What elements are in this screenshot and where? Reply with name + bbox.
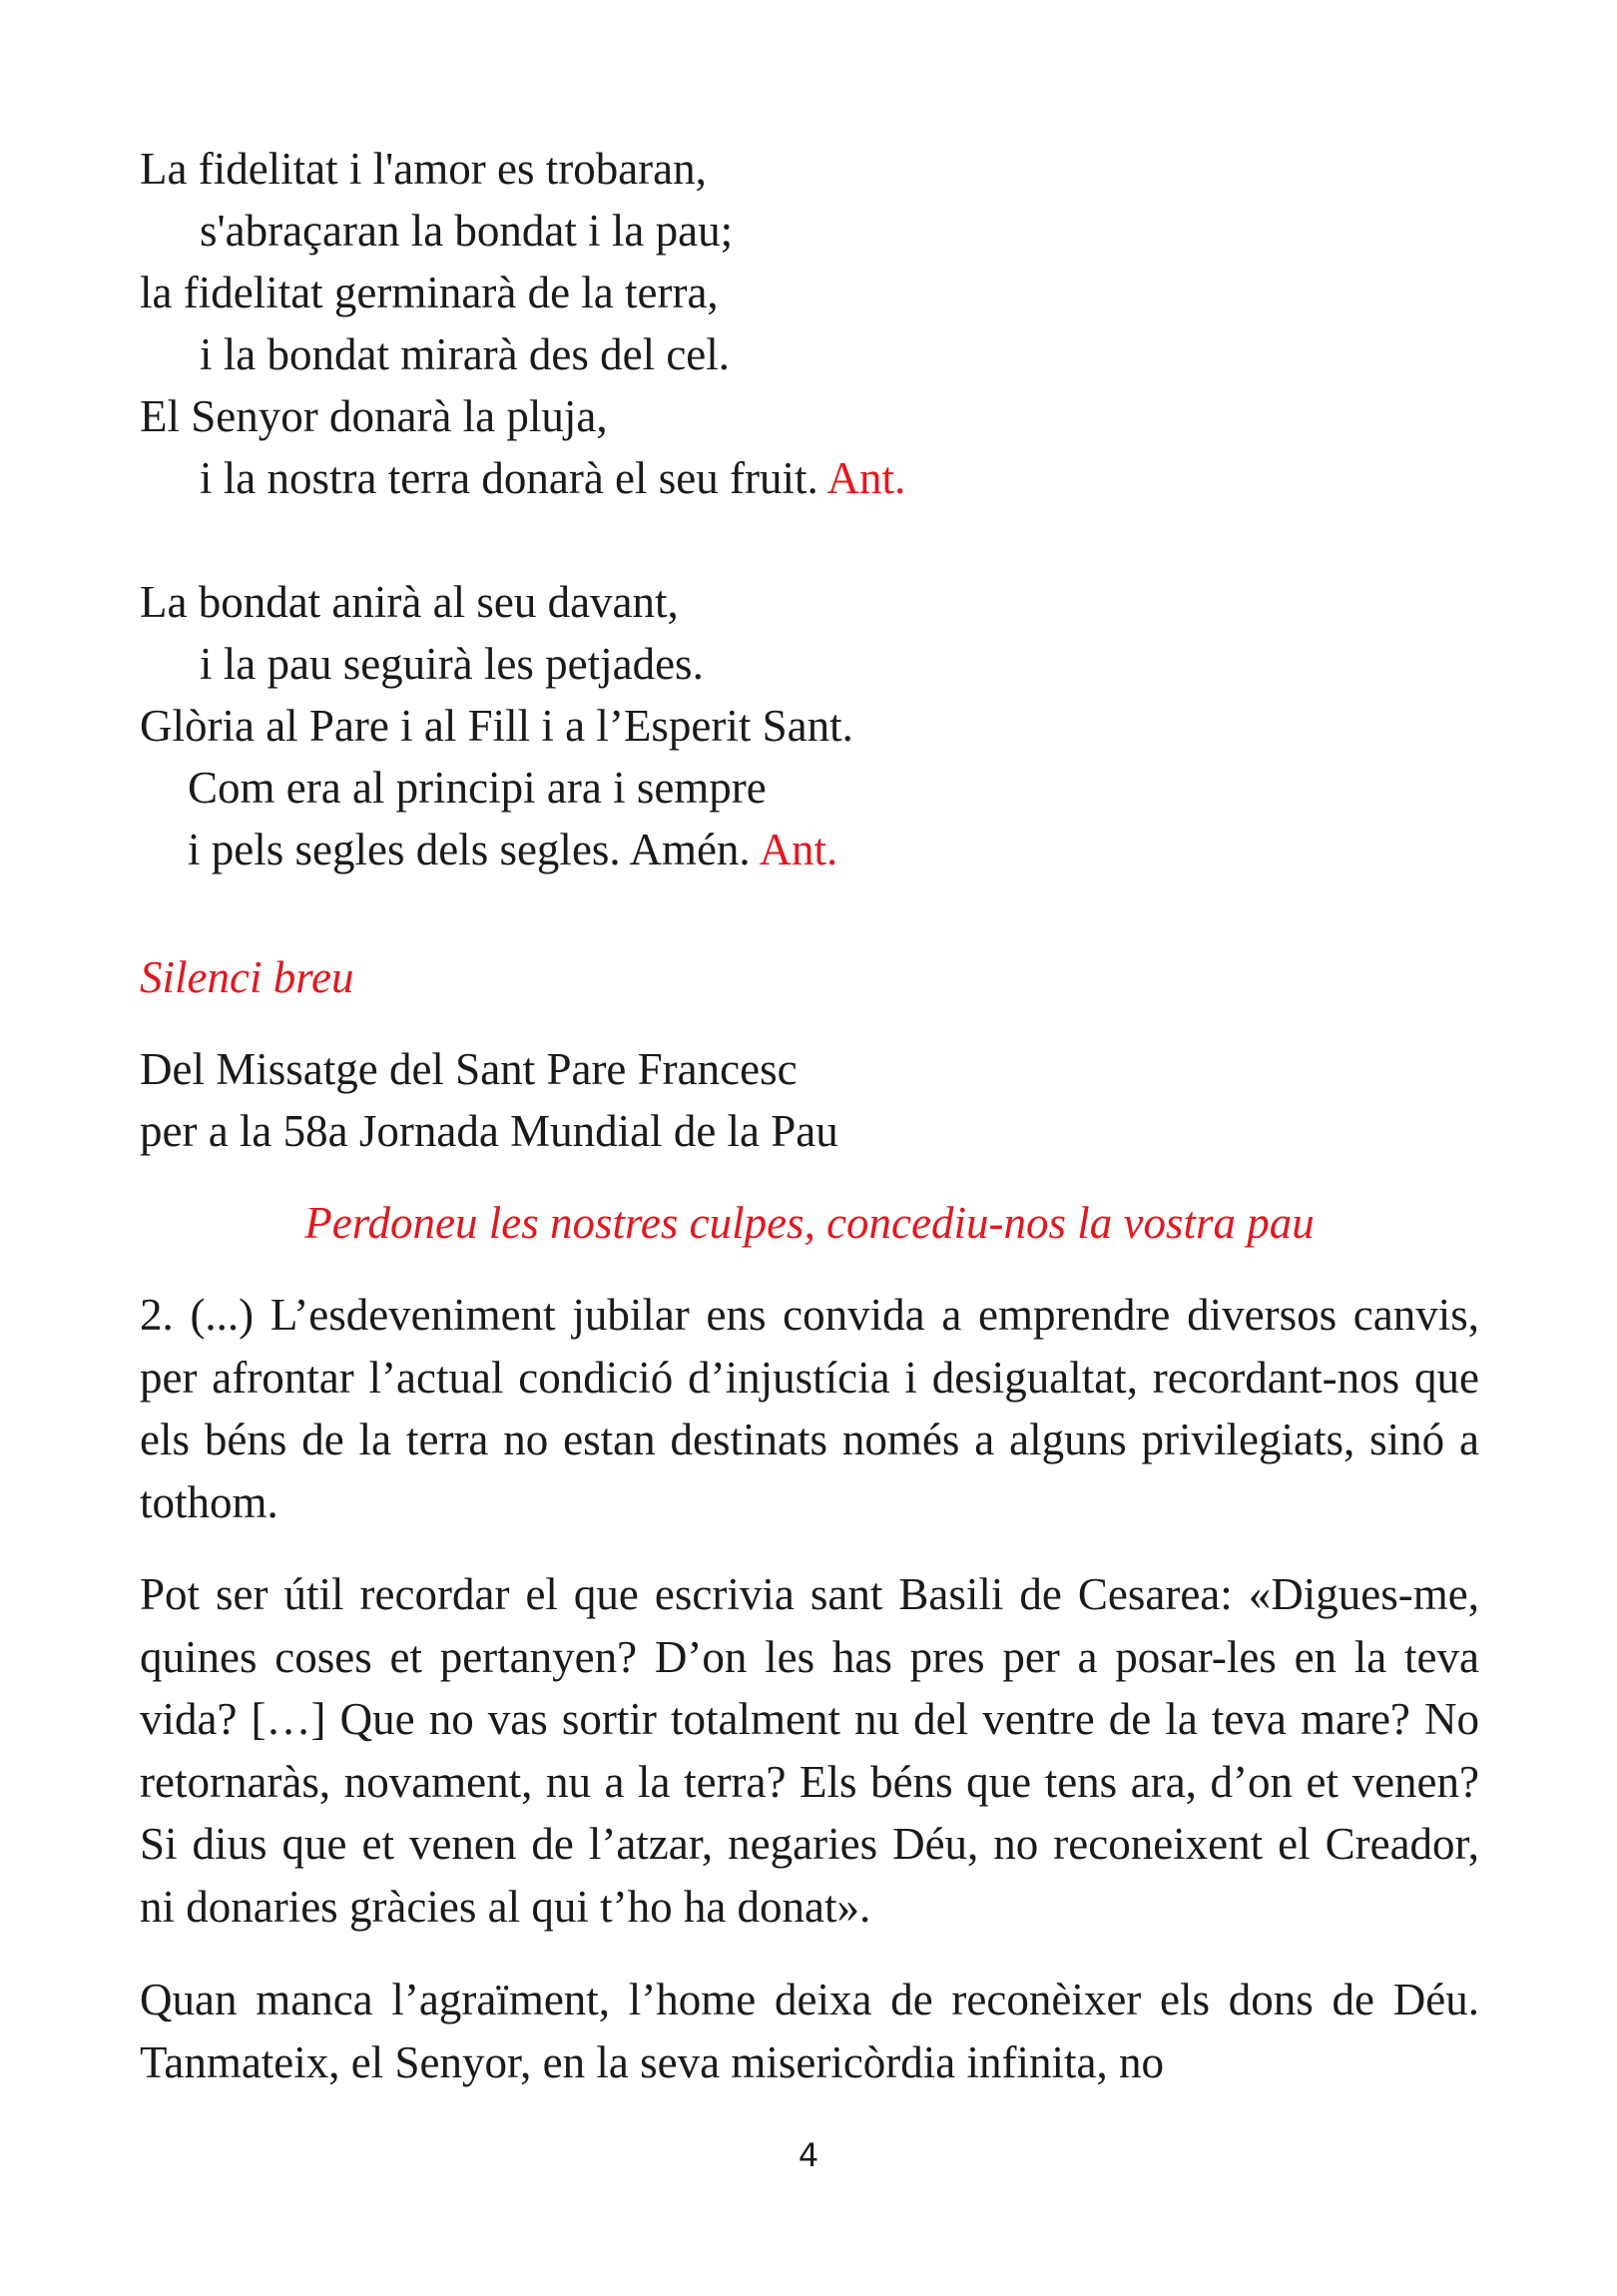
page-number: 4 (798, 2136, 819, 2174)
section-title: Perdoneu les nostres culpes, concediu-nos la vostra pau (304, 1198, 1315, 1248)
rubric-silence: Silenci breu (140, 952, 354, 1002)
body-paragraph: Pot ser útil recordar el que escrivia sant Basili de Cesarea: «Digues-me, quines coses et pertanyen? D’on les has pres per a posar-les en la teva vida? […] Que no vas sortir totalment nu del ventre de la teva mare? No retornaràs, novament, nu a la terra? Els béns que tens ara, d’on et venen? Si dius que et venen de l’atzar, negaries Déu, no reconeixent el Creador, ni donaries gràcies al qui t’ho ha donat». (140, 1569, 1479, 1932)
psalm-verse-line: La fidelitat i l'amor es trobaran, (140, 144, 707, 194)
psalm-verse-line: El Senyor donarà la pluja, (140, 391, 608, 441)
doxology-line: Com era al principi ara i sempre (188, 763, 767, 813)
source-line-2: per a la 58a Jornada Mundial de la Pau (140, 1106, 838, 1156)
doxology-text: i pels segles dels segles. Amén. (188, 825, 751, 874)
body-paragraph: 2. (...) L’esdeveniment jubilar ens convida a emprendre diversos canvis, per afrontar l’actual condició d’injustícia i desigualtat, recordant-nos que els béns de la terra no estan destinats només a alguns privilegiats, sinó a tothom. (140, 1290, 1479, 1527)
source-line-1: Del Missatge del Sant Pare Francesc (140, 1044, 798, 1094)
body-paragraph: Quan manca l’agraïment, l’home deixa de reconèixer els dons de Déu. Tanmateix, el Senyor, en la seva misericòrdia infinita, no (140, 1975, 1479, 2087)
psalm-verse-line-with-antiphon (200, 447, 905, 509)
antiphon-label: Ant. (826, 453, 906, 503)
antiphon-label: Ant. (759, 825, 838, 874)
psalm-verse-text: i la nostra terra donarà el seu fruit. (200, 453, 818, 503)
psalm-verse-line: la fidelitat germinarà de la terra, (140, 268, 719, 317)
psalm-verse-line: i la bondat mirarà des del cel. (200, 329, 731, 379)
psalm-verse-line: i la pau seguirà les petjades. (200, 639, 704, 689)
doxology-line: Glòria al Pare i al Fill i a l’Esperit Sant. (140, 701, 853, 751)
doxology-line-with-antiphon (188, 819, 837, 880)
psalm-verse-line: La bondat anirà al seu davant, (140, 577, 679, 627)
psalm-verse-line: s'abraçaran la bondat i la pau; (200, 206, 734, 256)
